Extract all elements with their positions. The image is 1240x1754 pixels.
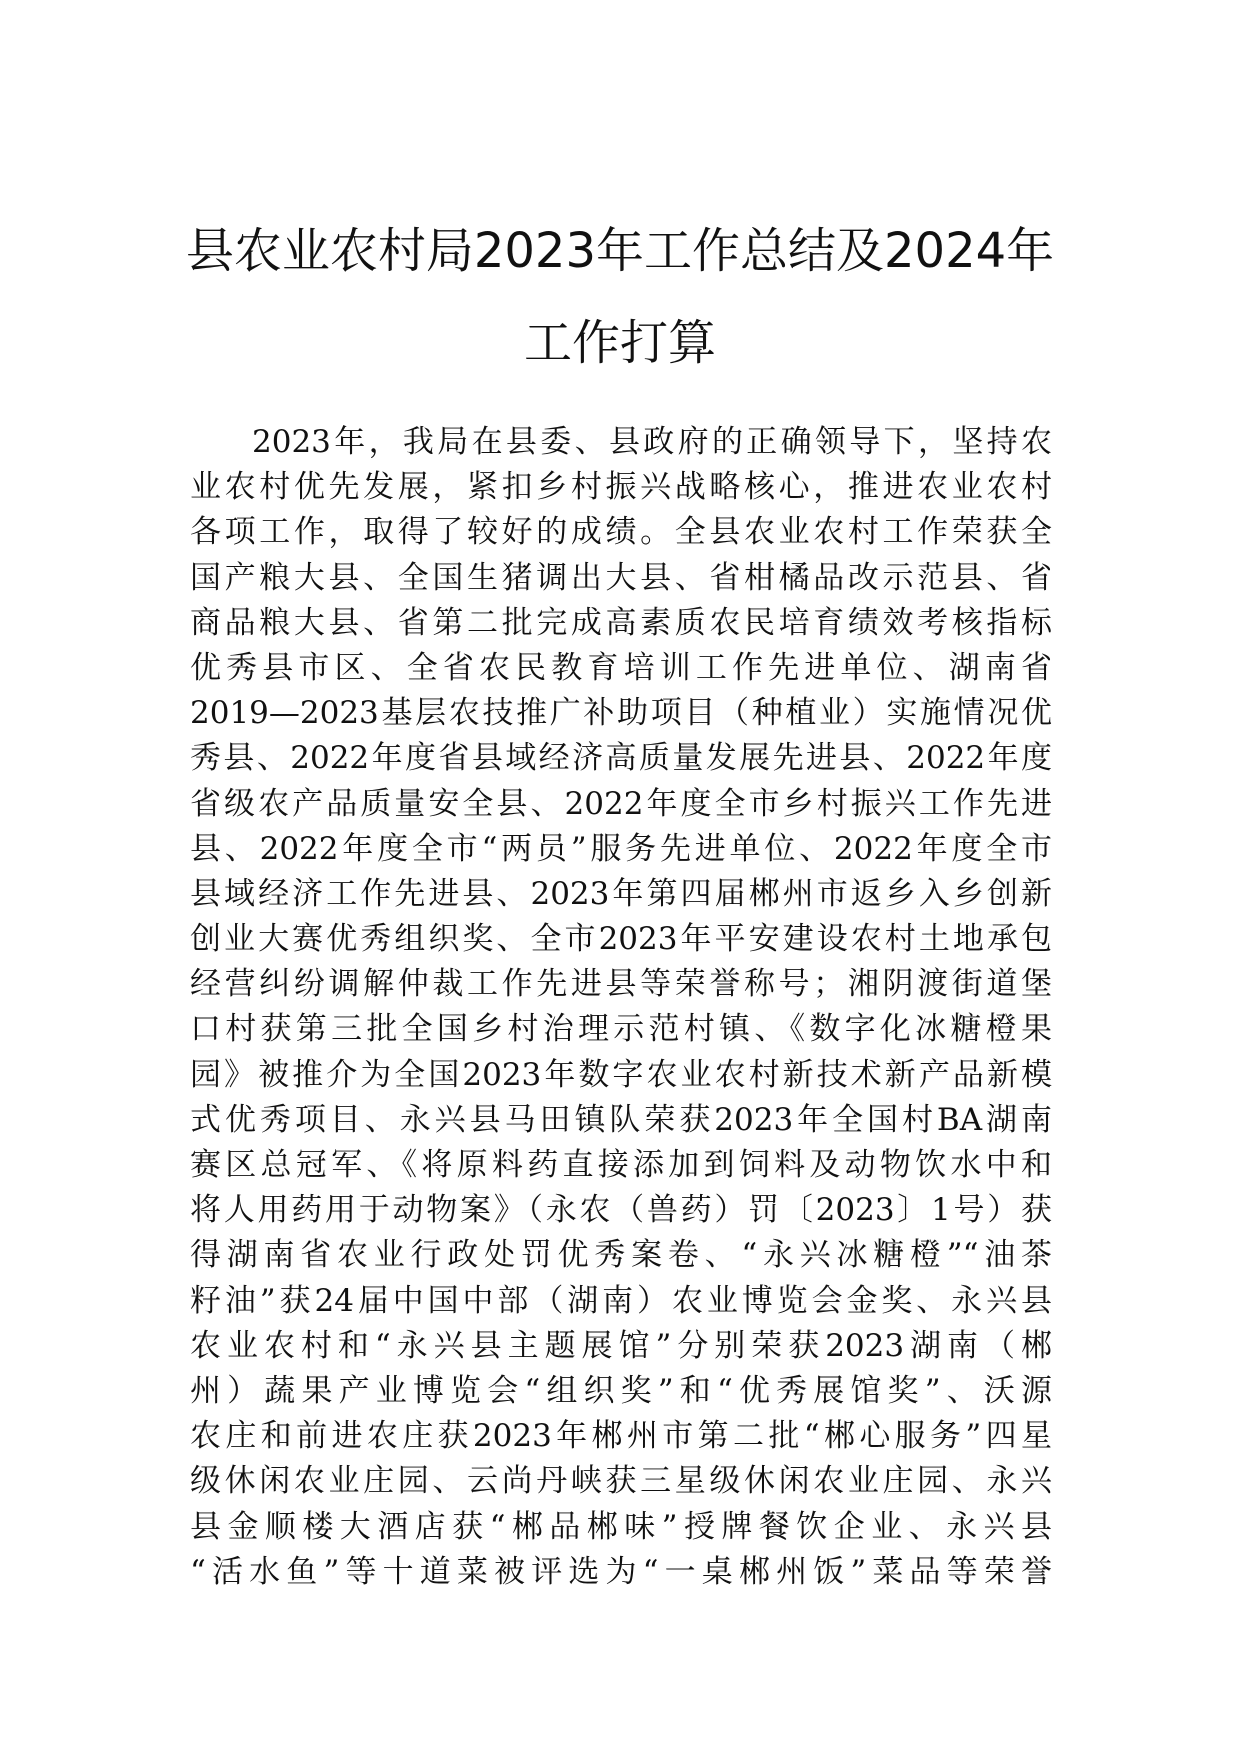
paragraph-line: 园》被推介为全国2023年数字农业农村新技术新产品新模 <box>190 1056 1052 1093</box>
paragraph-line: 2019—2023基层农技推广补助项目（种植业）实施情况优 <box>190 695 1052 732</box>
paragraph-line: 县金顺楼大酒店获“郴品郴味”授牌餐饮企业、永兴县 <box>190 1508 1052 1545</box>
paragraph-line: 业农村优先发展，紧扣乡村振兴战略核心，推进农业农村 <box>190 469 1052 506</box>
paragraph-line: 创业大赛优秀组织奖、全市2023年平安建设农村土地承包 <box>190 921 1052 958</box>
paragraph-line: 优秀县市区、全省农民教育培训工作先进单位、湖南省 <box>190 649 1052 686</box>
paragraph-line: 商品粮大县、省第二批完成高素质农民培育绩效考核指标 <box>190 604 1052 641</box>
paragraph-line: 农庄和前进农庄获2023年郴州市第二批“郴心服务”四星 <box>190 1418 1052 1455</box>
paragraph-line: “活水鱼”等十道菜被评选为“一桌郴州饭”菜品等荣誉 <box>190 1553 1052 1590</box>
paragraph-line: 籽油”获24届中国中部（湖南）农业博览会金奖、永兴县 <box>190 1282 1052 1319</box>
paragraph-line: 式优秀项目、永兴县马田镇队荣获2023年全国村BA湖南 <box>190 1101 1052 1138</box>
title-line-1: 县农业农村局2023年工作总结及2024年 <box>185 223 1055 279</box>
document-title <box>150 205 1090 389</box>
paragraph-line: 农业农村和“永兴县主题展馆”分别荣获2023湖南（郴 <box>190 1327 1052 1364</box>
paragraph-line: 各项工作，取得了较好的成绩。全县农业农村工作荣获全 <box>190 514 1052 551</box>
paragraph-line: 国产粮大县、全国生猪调出大县、省柑橘品改示范县、省 <box>190 559 1052 596</box>
paragraph-line: 级休闲农业庄园、云尚丹峡获三星级休闲农业庄园、永兴 <box>190 1463 1052 1500</box>
paragraph-line: 秀县、2022年度省县域经济高质量发展先进县、2022年度 <box>190 740 1052 777</box>
paragraph-line: 州）蔬果产业博览会“组织奖”和“优秀展馆奖”、沃源 <box>190 1372 1052 1409</box>
paragraph-line: 得湖南省农业行政处罚优秀案卷、“永兴冰糖橙”“油茶 <box>190 1237 1052 1274</box>
paragraph-line: 将人用药用于动物案》（永农（兽药）罚〔2023〕1号）获 <box>190 1192 1052 1229</box>
paragraph-line: 2023年，我局在县委、县政府的正确领导下，坚持农 <box>252 424 1052 460</box>
title-line-2: 工作打算 <box>523 315 716 371</box>
paragraph-line: 省级农产品质量安全县、2022年度全市乡村振兴工作先进 <box>190 785 1052 822</box>
body-paragraph <box>190 420 1052 1595</box>
paragraph-line: 县域经济工作先进县、2023年第四届郴州市返乡入乡创新 <box>190 875 1052 912</box>
paragraph-line: 赛区总冠军、《将原料药直接添加到饲料及动物饮水中和 <box>190 1147 1052 1183</box>
paragraph-line: 县、2022年度全市“两员”服务先进单位、2022年度全市 <box>190 830 1052 867</box>
paragraph-line: 经营纠纷调解仲裁工作先进县等荣誉称号；湘阴渡街道堡 <box>190 966 1052 1003</box>
paragraph-line: 口村获第三批全国乡村治理示范村镇、《数字化冰糖橙果 <box>190 1011 1052 1048</box>
